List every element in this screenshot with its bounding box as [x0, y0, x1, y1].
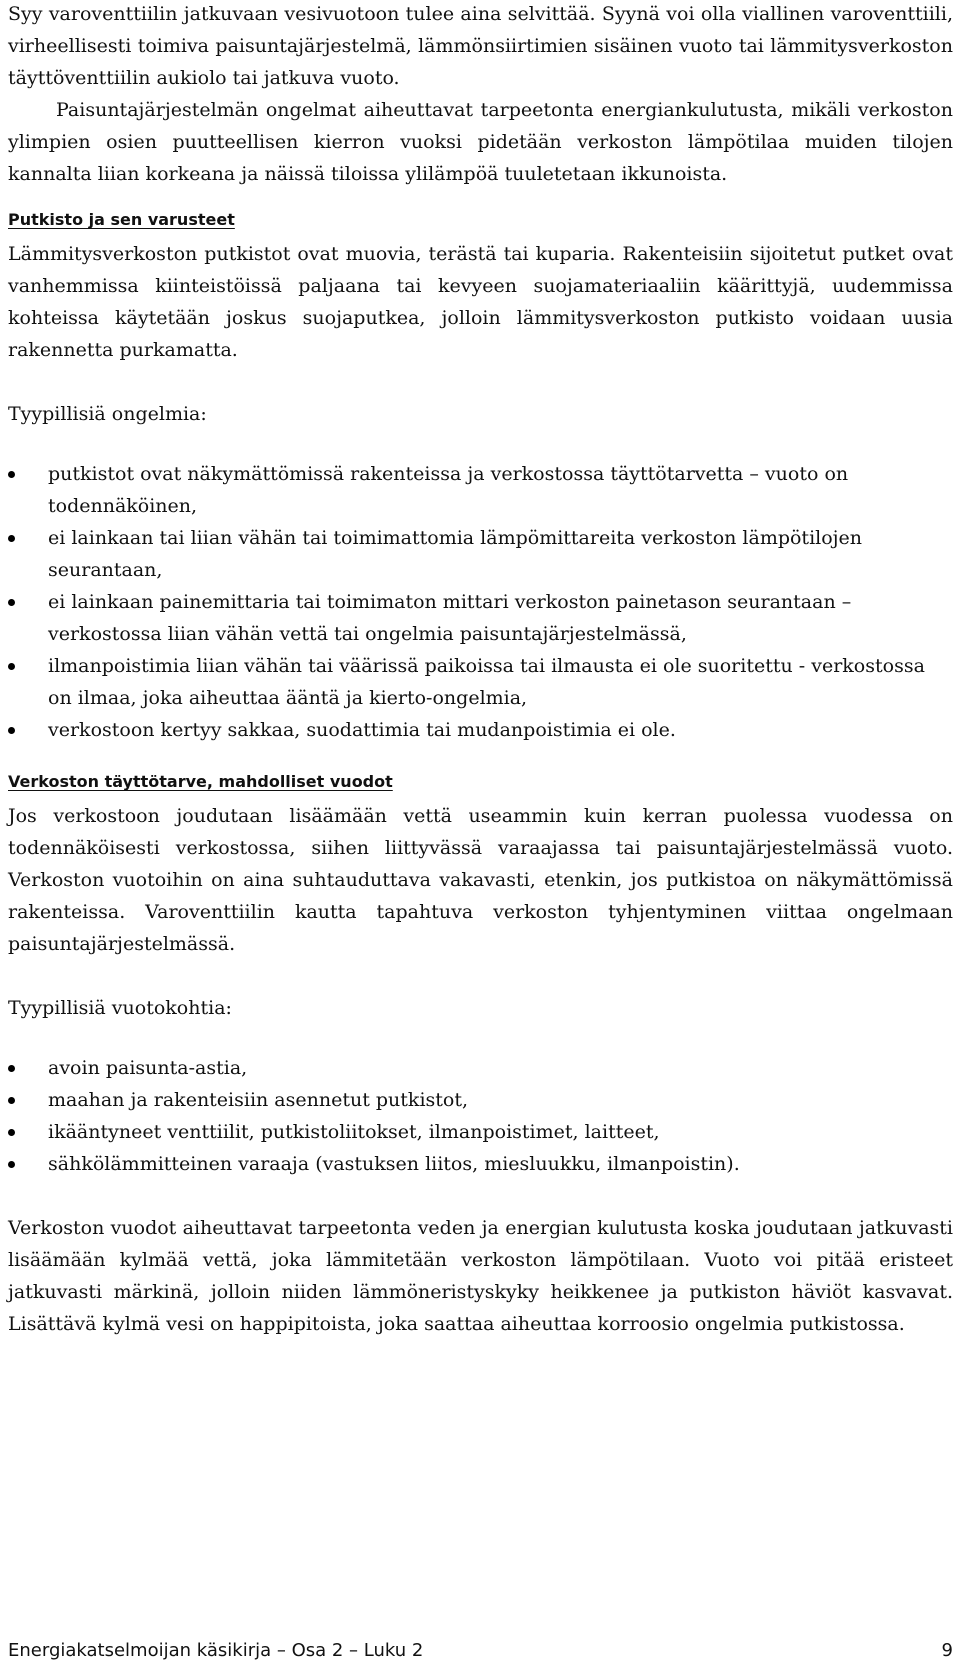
section-heading-refill-leaks: Verkoston täyttötarve, mahdolliset vuodot	[8, 772, 393, 791]
bullet-icon	[8, 1065, 15, 1072]
list-intro-typical-problems: Tyypillisiä ongelmia:	[8, 403, 207, 425]
paragraph-refill-need: Jos verkostoon joudutaan lisäämään vettä useammin kuin kerran puolessa vuodessa on todennäköisesti verkostossa, siihen liittyvässä varaajassa tai paisuntajärjestelmässä vuoto. Verkoston vuotoihin on aina suhtauduttava vakavasti, etenkin, jos putkistoa on näkymättömissä rakenteissa. Varoventtiilin kautta tapahtuva verkoston tyhjentyminen viittaa ongelmaan paisuntajärjestelmässä.	[8, 805, 953, 955]
bullet-icon	[8, 1161, 15, 1168]
list-item: putkistot ovat näkymättömissä rakenteissa ja verkostossa täyttötarvetta – vuoto on todennäköinen,	[8, 458, 953, 522]
footer-title: Energiakatselmoijan käsikirja – Osa 2 – Luku 2	[8, 1640, 424, 1661]
page-number: 9	[941, 1640, 953, 1661]
bullet-icon	[8, 727, 15, 734]
list-item: sähkölämmitteinen varaaja (vastuksen liitos, miesluukku, ilmanpoistin).	[8, 1148, 953, 1180]
bullet-icon	[8, 535, 15, 542]
list-item: ilmanpoistimia liian vähän tai väärissä paikoissa tai ilmausta ei ole suoritettu - verkostossa on ilmaa, joka aiheuttaa ääntä ja kierto-ongelmia,	[8, 650, 953, 714]
paragraph-leak-consequences: Verkoston vuodot aiheuttavat tarpeetonta veden ja energian kulutusta koska joudutaan jatkuvasti lisäämään kylmää vettä, joka lämmitetään verkoston lämpötilaan. Vuoto voi pitää eristeet jatkuvasti märkinä, jolloin niiden lämmöneristyskyky heikkenee ja putkiston häviöt kasvavat. Lisättävä kylmä vesi on happipitoista, joka saattaa aiheuttaa korroosio ongelmia putkistossa.	[8, 1217, 953, 1335]
list-typical-leak-points	[8, 1052, 953, 1180]
bullet-icon	[8, 471, 15, 478]
paragraph-expansion-system-problems: Paisuntajärjestelmän ongelmat aiheuttavat tarpeetonta energiankulutusta, mikäli verkoston ylimpien osien puutteellisen kierron vuoksi pidetään verkoston lämpötilaa muiden tilojen kannalta liian korkeana ja näissä tiloissa ylilämpöä tuuletetaan ikkunoista.	[8, 99, 953, 185]
paragraph-relief-valve-leak: Syy varoventtiilin jatkuvaan vesivuotoon tulee aina selvittää. Syynä voi olla viallinen varoventtiili, virheellisesti toimiva paisuntajärjestelmä, lämmönsiirtimien sisäinen vuoto tai lämmitysverkoston täyttöventtiilin aukiolo tai jatkuva vuoto.	[8, 3, 953, 89]
bullet-icon	[8, 1129, 15, 1136]
paragraph-piping-materials: Lämmitysverkoston putkistot ovat muovia, terästä tai kuparia. Rakenteisiin sijoitetut putket ovat vanhemmissa kiinteistöissä paljaana tai kevyeen suojamateriaaliin käärittyjä, uudemmissa kohteissa käytetään joskus suojaputkea, jolloin lämmitysverkoston putkisto voidaan uusia rakennetta purkamatta.	[8, 243, 953, 361]
bullet-icon	[8, 1097, 15, 1104]
list-item: ei lainkaan painemittaria tai toimimaton mittari verkoston painetason seurantaan – verkostossa liian vähän vettä tai ongelmia paisuntajärjestelmässä,	[8, 586, 953, 650]
list-item: maahan ja rakenteisiin asennetut putkistot,	[8, 1084, 953, 1116]
list-typical-problems	[8, 458, 953, 746]
section-heading-piping: Putkisto ja sen varusteet	[8, 210, 235, 229]
list-item: ikääntyneet venttiilit, putkistoliitokset, ilmanpoistimet, laitteet,	[8, 1116, 953, 1148]
list-intro-typical-leak-points: Tyypillisiä vuotokohtia:	[8, 997, 232, 1019]
bullet-icon	[8, 663, 15, 670]
list-item: verkostoon kertyy sakkaa, suodattimia tai mudanpoistimia ei ole.	[8, 714, 953, 746]
page-footer	[8, 1638, 953, 1664]
document-page	[8, 0, 953, 1340]
list-item: ei lainkaan tai liian vähän tai toimimattomia lämpömittareita verkoston lämpötilojen seurantaan,	[8, 522, 953, 586]
bullet-icon	[8, 599, 15, 606]
list-item: avoin paisunta-astia,	[8, 1052, 953, 1084]
